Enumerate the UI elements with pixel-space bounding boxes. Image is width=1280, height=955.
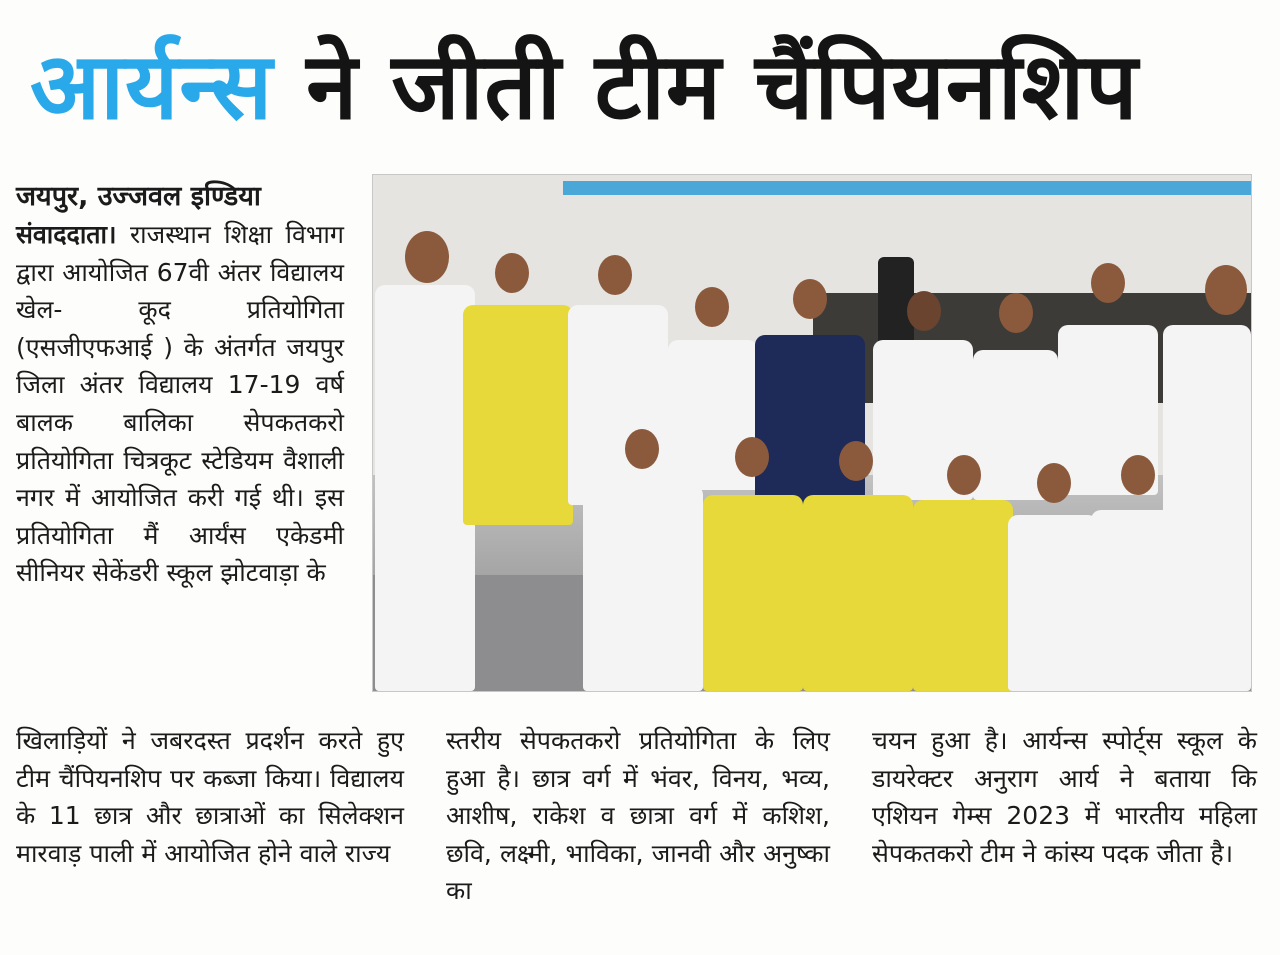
player-head [999, 293, 1033, 333]
player-figure [913, 500, 1013, 691]
dateline-place: जयपुर, उज्जवल इण्डिया [16, 181, 261, 212]
coach-head [907, 291, 941, 331]
player-head [695, 287, 729, 327]
player-figure [568, 305, 668, 505]
article-column-right [872, 722, 1257, 872]
player-head [405, 231, 449, 283]
player-head [1037, 463, 1071, 503]
player-head [1091, 263, 1125, 303]
player-head [735, 437, 769, 477]
article-text-left-bottom: खिलाड़ियों ने जबरदस्त प्रदर्शन करते हुए टीम चैंपियनशिप पर कब्जा किया। विद्यालय के 11 छात्र और छात्राओं का सिलेक्शन मारवाड़ पाली में आयोजित होने वाले राज्य [16, 726, 404, 868]
team-photo [372, 174, 1252, 692]
article-column-middle [446, 722, 830, 910]
dateline-correspondent: संवाददाता। [16, 220, 117, 249]
player-figure [1008, 515, 1098, 691]
player-figure [583, 485, 703, 691]
player-figure [463, 305, 573, 525]
article-text-right: चयन हुआ है। आर्यन्स स्पोर्ट्स स्कूल के डायरेक्टर अनुराग आर्य ने बताया कि एशियन गेम्स 2023 में भारतीय महिला सेपकतकरो टीम ने कांस्य पदक जीता है। [872, 726, 1257, 868]
player-head [947, 455, 981, 495]
headline-highlight: आर्यन्स [30, 33, 274, 140]
player-figure [703, 495, 803, 691]
headline-rest: ने जीती टीम चैंपियनशिप [273, 33, 1139, 140]
player-figure [803, 495, 913, 691]
player-head [598, 255, 632, 295]
article-column-left-bottom [16, 722, 404, 872]
coach-figure [755, 335, 865, 505]
player-head [839, 441, 873, 481]
player-figure [375, 285, 475, 691]
headline [30, 22, 1260, 152]
article-column-left-top [16, 216, 344, 592]
coach-head [793, 279, 827, 319]
player-head [1121, 455, 1155, 495]
photo-banner [563, 181, 1252, 195]
player-head [495, 253, 529, 293]
player-head [625, 429, 659, 469]
dateline [16, 178, 346, 216]
article-text-middle: स्तरीय सेपकतकरो प्रतियोगिता के लिए हुआ है। छात्र वर्ग में भंवर, विनय, भव्य, आशीष, राकेश व छात्रा वर्ग में कशिश, छवि, लक्ष्मी, भाविका, जानवी और अनुष्का का [446, 726, 830, 906]
article-text-left-top: राजस्थान शिक्षा विभाग द्वारा आयोजित 67वी अंतर विद्यालय खेल- कूद प्रतियोगिता (एसजीएफआई ) के अंतर्गत जयपुर जिला अंतर विद्यालय 17-19 वर्ष बालक बालिका सेपकतकरो प्रतियोगिता चित्रकूट स्टेडियम वैशाली नगर में आयोजित करी गई थी। इस प्रतियोगिता मैं आर्यंस एकेडमी सीनियर सेकेंडरी स्कूल झोटवाड़ा के [16, 220, 344, 588]
coach-head [1205, 265, 1247, 315]
player-figure [1091, 510, 1186, 691]
